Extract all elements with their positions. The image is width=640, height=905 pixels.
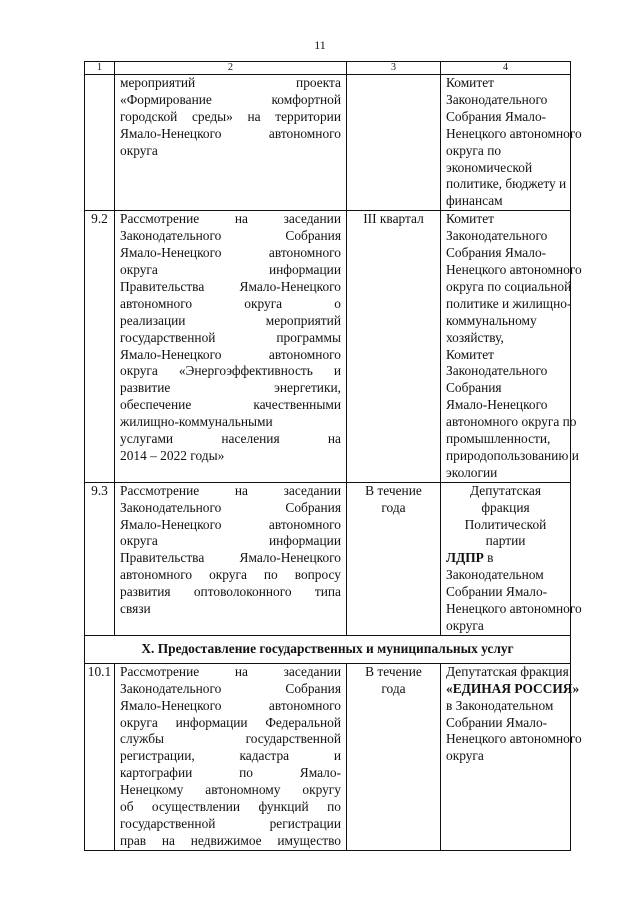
table-header-row (85, 62, 571, 75)
table-row (85, 663, 571, 850)
header-col-3: 3 (347, 62, 441, 75)
party-name: ЛДПР (446, 550, 484, 566)
header-col-4: 4 (441, 62, 571, 75)
party-name: «ЕДИНАЯ РОССИЯ» (446, 680, 580, 696)
item-responsible: Комитет Законодательного Собрания Ямало- Ненецкого автономного округа по социальной политике и жилищно- коммунальному хозяйству, Комитет Законодательного Собрания Ямало-Ненецкого автономного округа по промышленности, природопользованию и экологии (441, 211, 571, 483)
item-term: III квартал (347, 211, 441, 483)
item-number (85, 75, 115, 211)
page-number: 11 (314, 38, 326, 52)
table-row (85, 75, 571, 211)
section-title: X. Предоставление государственных и муниципальных услуг (85, 635, 571, 663)
item-number: 9.3 (85, 482, 115, 635)
item-content: Рассмотрение на заседании Законодательного Собрания Ямало-Ненецкого автономного округа информации Правительства Ямало-Ненецкого автономного округа по вопросу развития оптоволоконного типа связи (115, 482, 347, 635)
item-content: мероприятий проекта «Формирование комфортной городской среды» на территории Ямало-Ненецкого автономного округа (115, 75, 347, 211)
item-content: Рассмотрение на заседании Законодательного Собрания Ямало-Ненецкого автономного округа информации Правительства Ямало-Ненецкого автономного округа о реализации мероприятий государственной программы Ямало-Ненецкого автономного округа «Энергоэффективность и развитие энергетики, обеспечение качественными жилищно-коммунальными услугами населения на 2014 – 2022 годы» (115, 211, 347, 483)
item-responsible: Депутатская фракция Политической партии ЛДПР в Законодательном Собрании Ямало- Ненецкого автономного округа (441, 482, 571, 635)
item-number: 9.2 (85, 211, 115, 483)
events-plan-table (84, 61, 582, 851)
item-term: В течение года (347, 663, 441, 850)
item-responsible: Депутатская фракция «ЕДИНАЯ РОССИЯ» в Законодательном Собрании Ямало- Ненецкого автономного округа (441, 663, 571, 850)
table-row (85, 482, 571, 635)
section-row (85, 635, 571, 663)
table-row (85, 211, 571, 483)
item-number: 10.1 (85, 663, 115, 850)
header-col-2: 2 (115, 62, 347, 75)
item-term: В течение года (347, 482, 441, 635)
header-col-1: 1 (85, 62, 115, 75)
item-term (347, 75, 441, 211)
item-responsible: Комитет Законодательного Собрания Ямало- Ненецкого автономного округа по экономической политике, бюджету и финансам (441, 75, 571, 211)
item-content: Рассмотрение на заседании Законодательного Собрания Ямало-Ненецкого автономного округа информации Федеральной службы государственной регистрации, кадастра и картографии по Ямало- Ненецкому автономному округу об осуществлении функций по государственной регистрации прав на недвижимое имущество (115, 663, 347, 850)
